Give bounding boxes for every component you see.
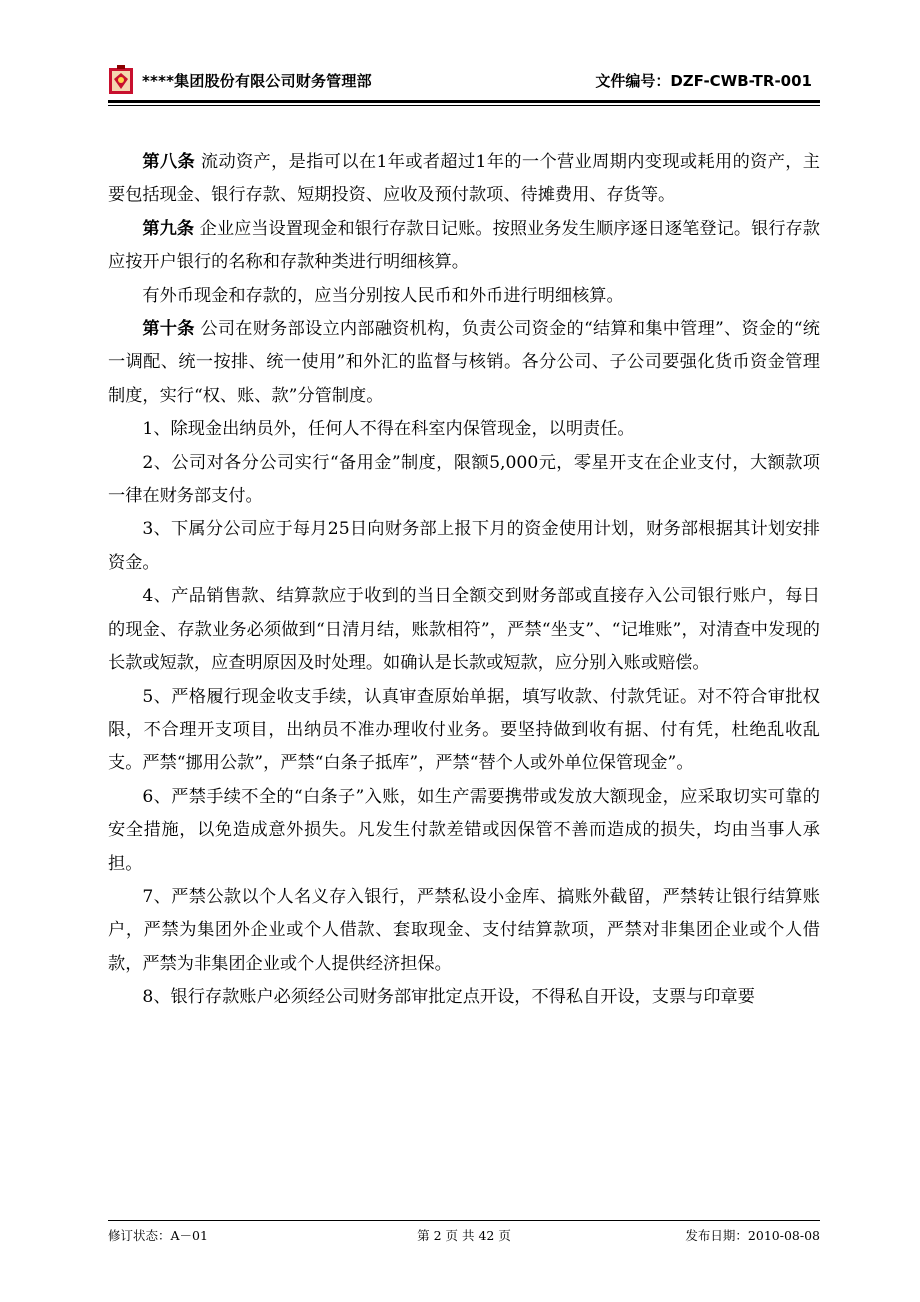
paragraph-text: 6、严禁手续不全的“白条子”入账，如生产需要携带或发放大额现金，应采取切实可靠的安全措施，以免造成意外损失。凡发生付款差错或因保管不善而造成的损失，均由当事人承担。 <box>108 786 820 874</box>
paragraph-text: 4、产品销售款、结算款应于收到的当日全额交到财务部或直接存入公司银行账户，每日的现金、存款业务必须做到“日清月结，账款相符”，严禁“坐支”、“记堆账”，对清查中发现的长款或短款，应查明原因及时处理。如确认是长款或短款，应分别入账或赔偿。 <box>108 586 820 674</box>
list-item-7 <box>108 881 820 981</box>
paragraph-article-10 <box>108 313 820 413</box>
page-header <box>108 62 820 102</box>
company-logo-icon <box>108 64 134 96</box>
paragraph-article-9 <box>108 213 820 280</box>
paragraph-text: 2、公司对各分公司实行“备用金”制度，限额5,000元，零星开支在企业支付，大额款项一律在财务部支付。 <box>108 452 820 507</box>
revision-status: 修订状态：A－01 <box>108 1228 208 1243</box>
document-number: 文件编号：DZF-CWB-TR-001 <box>595 72 812 90</box>
paragraph-text: 7、严禁公款以个人名义存入银行，严禁私设小金库、搞账外截留，严禁转让银行结算账户，严禁为集团外企业或个人借款、套取现金、支付结算款项，严禁对非集团企业或个人借款，严禁为非集团企业或个人提供经济担保。 <box>108 886 820 974</box>
paragraph-text: 企业应当设置现金和银行存款日记账。按照业务发生顺序逐日逐笔登记。银行存款应按开户银行的名称和存款种类进行明细核算。 <box>108 218 820 273</box>
paragraph-text: 公司在财务部设立内部融资机构，负责公司资金的“结算和集中管理”、资金的“统一调配、统一按排、统一使用”和外汇的监督与核销。各分公司、子公司要强化货币资金管理制度，实行“权、账、款”分管制度。 <box>108 319 820 406</box>
footer-rule <box>108 1220 820 1221</box>
list-item-3 <box>108 513 820 580</box>
article-heading: 第九条 <box>142 218 195 239</box>
paragraph-foreign-currency <box>108 280 820 313</box>
page-number: 第 2 页 共 42 页 <box>417 1228 511 1243</box>
paragraph-article-8 <box>108 146 820 213</box>
document-body <box>108 146 820 1015</box>
list-item-2 <box>108 447 820 514</box>
page-footer <box>108 1226 820 1246</box>
list-item-8 <box>108 981 820 1014</box>
release-date: 发布日期：2010-08-08 <box>685 1228 820 1243</box>
list-item-1 <box>108 413 820 446</box>
article-heading: 第八条 <box>142 152 196 172</box>
header-rule-thick <box>108 100 820 103</box>
paragraph-text: 3、下属分公司应于每月25日向财务部上报下月的资金使用计划，财务部根据其计划安排资金。 <box>108 519 820 573</box>
article-heading: 第十条 <box>142 319 195 340</box>
list-item-6 <box>108 781 820 881</box>
paragraph-text: 1、除现金出纳员外，任何人不得在科室内保管现金，以明责任。 <box>142 419 635 440</box>
list-item-5 <box>108 681 820 781</box>
paragraph-text: 5、严格履行现金收支手续，认真审查原始单据，填写收款、付款凭证。对不符合审批权限，不合理开支项目，出纳员不准办理收付业务。要坚持做到收有据、付有凭，杜绝乱收乱支。严禁“挪用公款”，严禁“白条子抵库”，严禁“替个人或外单位保管现金”。 <box>108 686 820 774</box>
paragraph-text: 有外币现金和存款的，应当分别按人民币和外币进行明细核算。 <box>142 285 624 306</box>
paragraph-text: 8、银行存款账户必须经公司财务部审批定点开设，不得私自开设，支票与印章要 <box>142 987 755 1008</box>
company-name: ****集团股份有限公司财务管理部 <box>142 72 372 90</box>
header-rule-thin <box>108 105 820 106</box>
list-item-4 <box>108 580 820 680</box>
paragraph-text: 流动资产，是指可以在1年或者超过1年的一个营业周期内变现或耗用的资产，主要包括现金、银行存款、短期投资、应收及预付款项、待摊费用、存货等。 <box>108 152 820 206</box>
